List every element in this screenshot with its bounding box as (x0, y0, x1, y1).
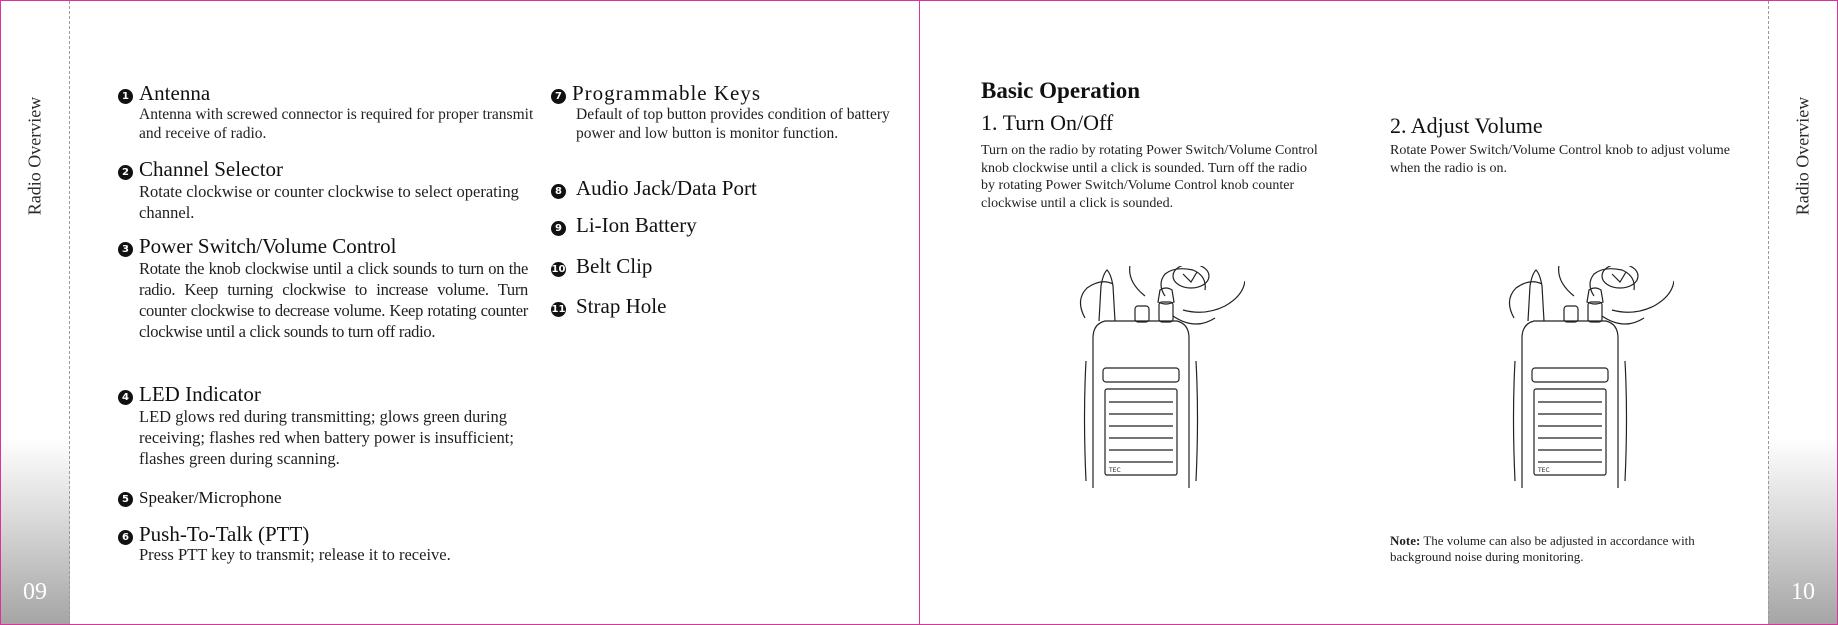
page-number: 10 (1791, 579, 1815, 605)
item-number-badge: 1 (118, 89, 133, 104)
item-title: Power Switch/Volume Control (139, 234, 397, 258)
note-text: The volume can also be adjusted in accordance with background noise during monitoring. (1390, 533, 1695, 564)
item-number-badge: 2 (118, 165, 133, 180)
item-description: LED glows red during transmitting; glows green during receiving; flashes red when battery power is insufficient; flashes green during scanning. (139, 407, 514, 468)
radio-brand-label: TEC (1538, 467, 1550, 474)
side-tab-right (1768, 1, 1837, 624)
overview-item (118, 158, 536, 223)
radio-hand-illustration-1 (1065, 266, 1245, 488)
volume-note (1390, 533, 1720, 564)
turn-on-off-text: Turn on the radio by rotating Power Switch/Volume Control knob clockwise until a click is sounded. Turn off the radio by rotating Power Switch/Volume Control knob counter clockwise until a click is sounded. (981, 143, 1318, 211)
item-number-badge: 11 (551, 304, 566, 315)
item-title: Speaker/Microphone (139, 488, 282, 507)
overview-item (118, 82, 538, 143)
adjust-volume-heading: 2. Adjust Volume (1390, 113, 1543, 138)
section-title: Basic Operation (981, 78, 1141, 103)
overview-item (551, 82, 896, 143)
item-title: Strap Hole (576, 294, 667, 318)
item-title: Programmable Keys (572, 81, 762, 105)
page-right (919, 0, 1838, 625)
overview-item (118, 235, 528, 342)
item-number-badge: 9 (551, 221, 566, 236)
item-number-badge: 4 (118, 390, 133, 405)
item-number-badge: 3 (118, 242, 133, 257)
radio-brand-label: TEC (1109, 467, 1121, 474)
item-description: Press PTT key to transmit; release it to receive. (139, 545, 451, 564)
side-label: Radio Overview (24, 96, 45, 216)
item-number-badge: 6 (118, 530, 133, 545)
radio-hand-illustration-2 (1494, 266, 1674, 488)
overview-item (551, 295, 851, 318)
overview-item (551, 255, 851, 278)
overview-item (551, 177, 851, 200)
item-title: Audio Jack/Data Port (576, 176, 757, 200)
side-tab-left (1, 1, 70, 624)
note-label: Note: (1390, 533, 1421, 548)
item-title: Antenna (139, 81, 211, 105)
item-description: Antenna with screwed connector is required for proper transmit and receive of radio. (139, 106, 534, 142)
item-number-badge: 7 (551, 89, 566, 104)
adjust-volume-text: Rotate Power Switch/Volume Control knob to adjust volume when the radio is on. (1390, 143, 1730, 176)
item-title: Channel Selector (139, 157, 284, 181)
item-title: Push-To-Talk (PTT) (139, 522, 310, 546)
item-title: Belt Clip (576, 254, 653, 278)
item-number-badge: 8 (551, 184, 566, 199)
item-description: Rotate the knob clockwise until a click sounds to turn on the radio. Keep turning clockwise to increase volume. Turn counter clockwise to decrease volume. Keep rotating counter clockwise until a click sounds to turn off radio. (139, 259, 528, 341)
item-description: Rotate clockwise or counter clockwise to select operating channel. (139, 182, 519, 222)
item-number-badge: 10 (551, 264, 566, 275)
overview-item (118, 523, 548, 564)
turn-on-off-heading: 1. Turn On/Off (981, 110, 1114, 135)
overview-item (551, 214, 851, 237)
overview-item (118, 486, 538, 509)
page-number: 09 (23, 579, 47, 605)
overview-item (118, 383, 543, 469)
item-description: Default of top button provides condition of battery power and low button is monitor function. (576, 106, 890, 142)
side-label: Radio Overview (1792, 96, 1813, 216)
item-title: Li-Ion Battery (576, 213, 697, 237)
item-number-badge: 5 (118, 492, 133, 507)
item-title: LED Indicator (139, 382, 261, 406)
